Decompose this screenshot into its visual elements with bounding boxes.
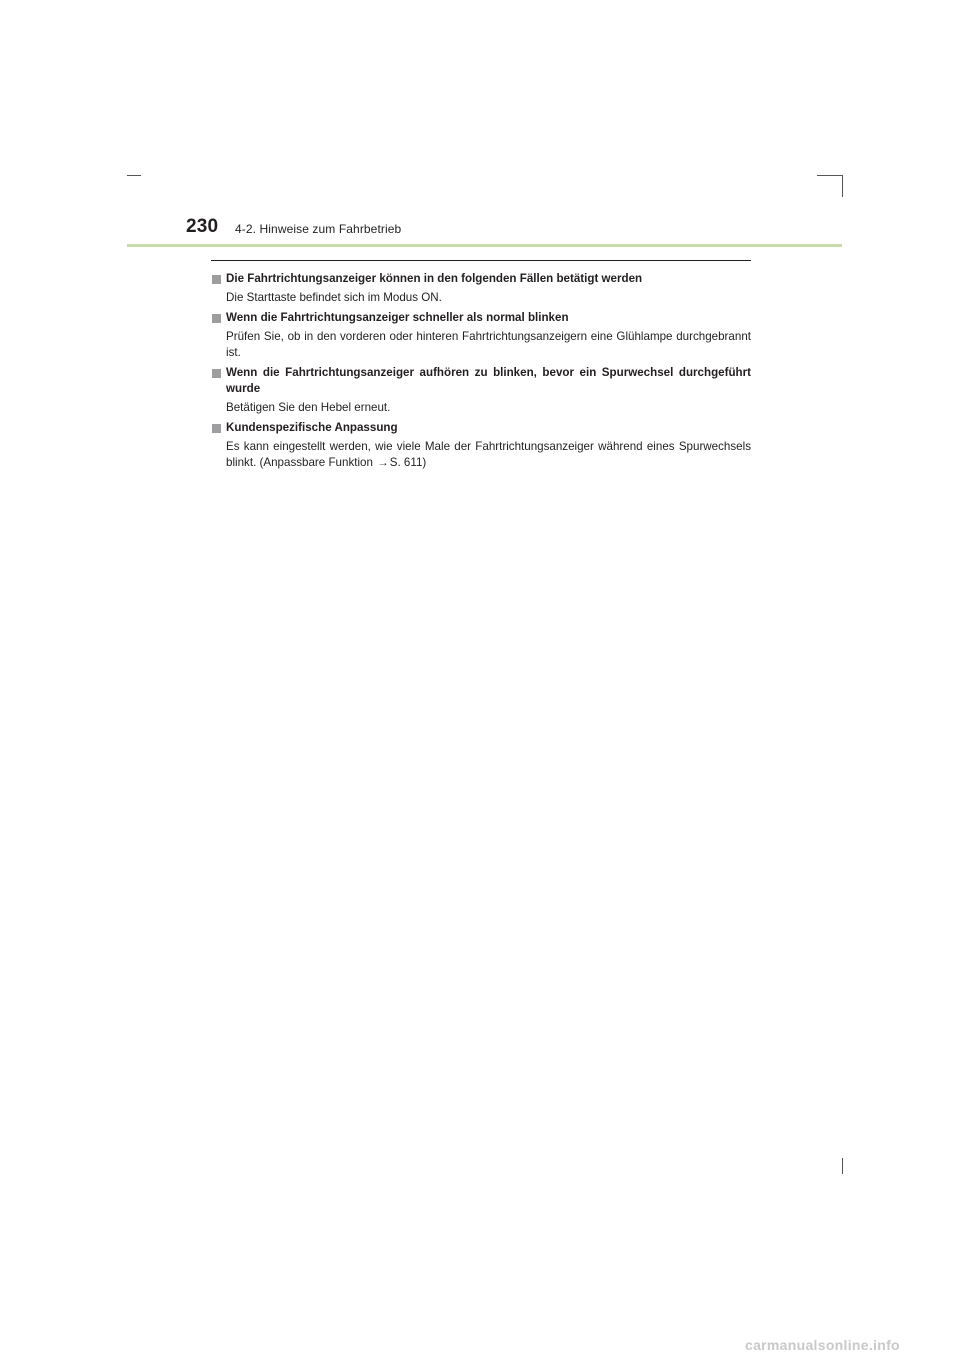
- page-number: 230: [186, 216, 219, 237]
- square-bullet-icon: [212, 275, 221, 284]
- item-heading: [211, 310, 751, 326]
- crop-mark-top-right-h: [817, 175, 843, 176]
- crop-mark-top-right-v: [842, 175, 843, 197]
- item-heading-text: Kundenspezifische Anpassung: [226, 421, 398, 434]
- arrow-right-icon: →: [377, 456, 389, 469]
- item-body: Prüfen Sie, ob in den vorderen oder hinteren Fahrtrichtungsanzeigern eine Glühlampe durchgebrannt ist.: [226, 330, 751, 359]
- watermark-logo: carmanualsonline.info: [745, 1337, 900, 1353]
- section-title: 4-2. Hinweise zum Fahrbetrieb: [235, 222, 402, 236]
- square-bullet-icon: [212, 424, 221, 433]
- item-body-text: Es kann eingestellt werden, wie viele Male der Fahrtrichtungsanzeiger während eines Spurwechsels blinkt. (Anpassbare Funktion: [226, 440, 751, 469]
- crop-mark-bottom-right-v: [842, 1158, 843, 1174]
- item-heading: [211, 365, 751, 397]
- crop-mark-top-left-h: [127, 175, 141, 176]
- item-heading-text: Wenn die Fahrtrichtungsanzeiger aufhören zu blinken, bevor ein Spurwechsel durchgeführt wurde: [226, 366, 751, 395]
- item-body: Betätigen Sie den Hebel erneut.: [226, 401, 391, 414]
- list-item: [211, 271, 751, 306]
- item-heading: [211, 271, 751, 287]
- square-bullet-icon: [212, 314, 221, 323]
- item-heading-text: Wenn die Fahrtrichtungsanzeiger schneller als normal blinken: [226, 311, 569, 324]
- item-heading: [211, 420, 751, 436]
- list-item: [211, 310, 751, 361]
- content-block: [211, 260, 751, 475]
- item-body: Die Starttaste befindet sich im Modus ON.: [226, 291, 442, 304]
- square-bullet-icon: [212, 369, 221, 378]
- list-item: [211, 420, 751, 471]
- header-rule: [127, 244, 842, 247]
- item-body: [211, 439, 751, 471]
- item-heading-text: Die Fahrtrichtungsanzeiger können in den folgenden Fällen betätigt werden: [226, 272, 643, 285]
- page-reference-link[interactable]: S. 611): [389, 456, 427, 469]
- list-item: [211, 365, 751, 416]
